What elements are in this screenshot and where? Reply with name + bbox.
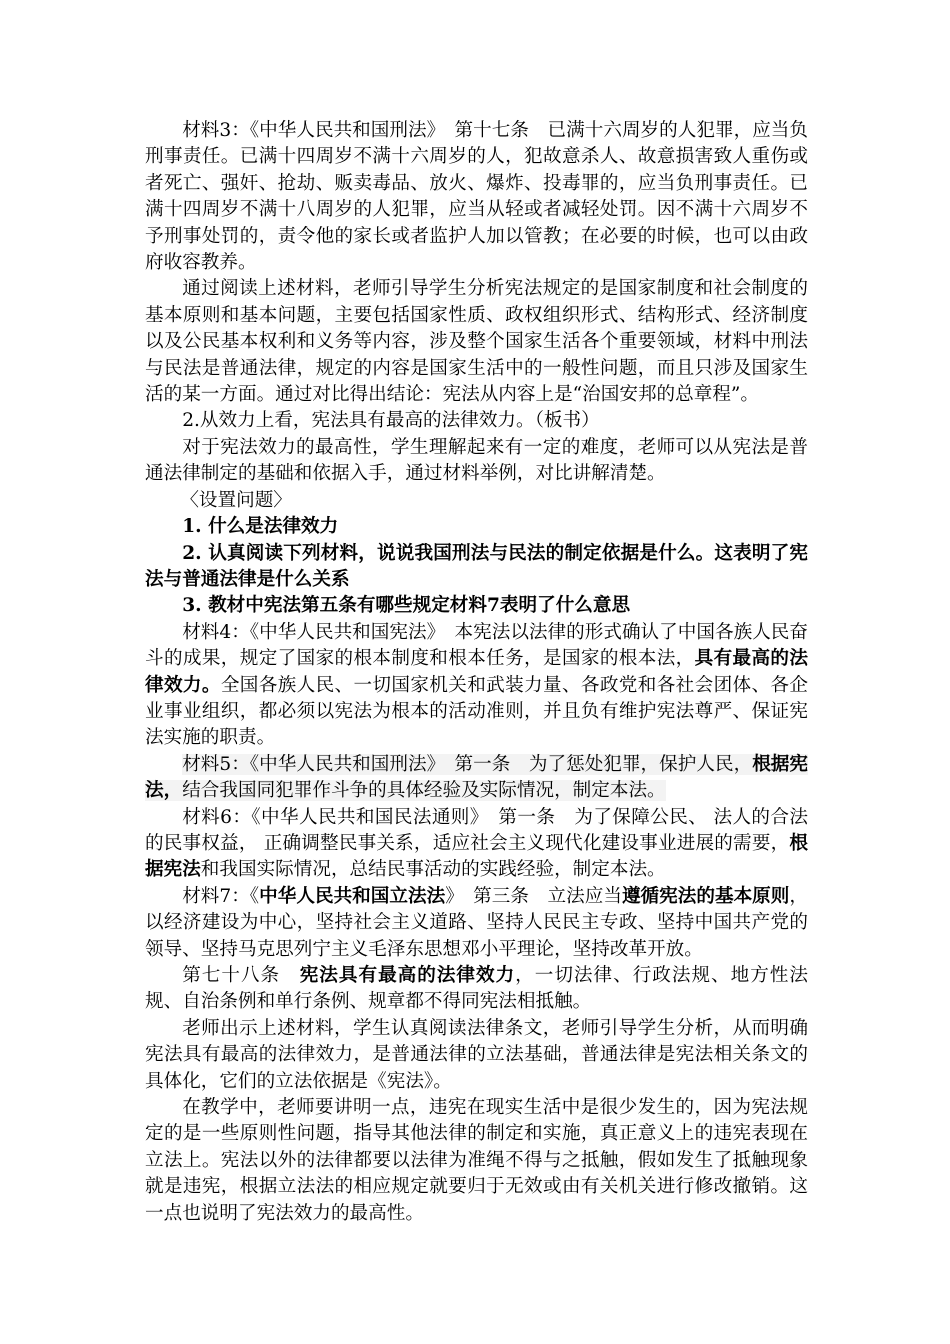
text-segment: 材料3：《中华人民共和国刑法》 第十七条 已满十六周岁的人犯罪，应当负刑事责任。已满十四周岁不满十六周岁的人，犯故意杀人、故意损害致人重伤或者死亡、强奸、抢劫、贩卖毒品、放火、爆炸、投毒罪的，应当负刑事责任。已满十四周岁不满十八周岁的人犯罪，应当从轻或者减轻处罚。因不满十六周岁不予刑事处罚的，责令他的家长或者监护人加以管教；在必要的时候，也可以由政府收容教养。 (145, 120, 808, 274)
text-segment: 》 第三条 立法应当 (445, 885, 622, 907)
text-segment: 第七十八条 (182, 965, 300, 986)
paragraph-material-3 (145, 118, 808, 276)
text-segment: 材料6：《中华人民共和国民法通则》 第一条 为了保障公民、 法人的合法的民事权益， 正确调整民事关系，适应社会主义现代化建设事业进展的需要， (145, 806, 808, 854)
text-segment: 对于宪法效力的最高性，学生理解起来有一定的难度，老师可以从宪法是普通法律制定的基础和依据入手，通过材料举例，对比讲解清楚。 (145, 436, 808, 485)
paragraph-analysis-3 (145, 1095, 808, 1227)
paragraph-explain-2 (145, 435, 808, 488)
paragraph-set-questions (145, 488, 808, 514)
paragraph-question-3 (145, 593, 808, 619)
bold-text-segment: 根据宪法 (145, 832, 808, 881)
text-segment: 全国各族人民、一切国家机关和武装力量、各政党和各社会团体、各企业事业组织，都必须以宪法为根本的活动准则，并且负有维护宪法尊严、保证宪法实施的职责。 (145, 674, 808, 749)
paragraph-question-2 (145, 541, 808, 594)
paragraph-material-7 (145, 884, 808, 963)
bold-text-segment: 宪法具有最高的法律效力 (299, 965, 516, 986)
highlighted-text (145, 754, 808, 801)
paragraph-material-6 (145, 805, 808, 884)
bold-text-segment: 1. 什么是法律效力 (182, 516, 339, 538)
paragraph-analysis-2 (145, 1016, 808, 1095)
paragraph-analysis-1 (145, 276, 808, 408)
bold-text-segment: 中华人民共和国立法法 (259, 885, 446, 907)
text-segment: 在教学中，老师要讲明一点，违宪在现实生活中是很少发生的，因为宪法规定的是一些原则性问题，指导其他法律的制定和实施，真正意义上的违宪表现在立法上。宪法以外的法律都要以法律为准绳不得与之抵触，假如发生了抵触现象就是违宪，根据立法法的相应规定就要归于无效或由有关机关进行修改撤销。这一点也说明了宪法效力的最高性。 (145, 1097, 808, 1224)
bold-text-segment: 2. 认真阅读下列材料，说说我国刑法与民法的制定依据是什么。这表明了宪法与普通法律是什么关系 (145, 542, 808, 590)
text-segment: 材料4：《中华人民共和国宪法》 本宪法以法律的形式确认了中国各族人民奋斗的成果，规定了国家的根本制度和根本任务，是国家的根本法， (145, 621, 808, 670)
text-segment: 2.从效力上看，宪法具有最高的法律效力。（板书） (182, 410, 600, 432)
text-segment: 结合我国同犯罪作斗争的具体经验及实际情况，制定本法。 (182, 780, 666, 802)
paragraph-article-78 (145, 963, 808, 1016)
text-segment: 通过阅读上述材料，老师引导学生分析宪法规定的是国家制度和社会制度的基本原则和基本问题，主要包括国家性质、政权组织形式、结构形式、经济制度以及公民基本权利和义务等内容，涉及整个国家生活各个重要领域，材料中刑法与民法是普通法律，规定的内容是国家生活中的一般性问题，而且只涉及国家生活的某一方面。通过对比得出结论：宪法从内容上是“治国安邦的总章程”。 (145, 278, 808, 406)
paragraph-point-2 (145, 408, 808, 434)
text-segment: 材料7：《 (182, 885, 260, 907)
document-page (145, 118, 808, 1227)
text-segment: ，一切法律、行政法规、地方性法规、自治条例和单行条例、规章都不得同宪法相抵触。 (145, 965, 808, 1013)
bold-text-segment: 遵循宪法的基本原则 (621, 885, 790, 907)
text-segment: 老师出示上述材料，学生认真阅读法律条文，老师引导学生分析，从而明确宪法具有最高的法律效力，是普通法律的立法基础，普通法律是宪法相关条文的具体化，它们的立法依据是《宪法》。 (145, 1017, 808, 1092)
bold-text-segment: 根据宪法， (145, 753, 808, 802)
text-segment: 和我国实际情况，总结民事活动的实践经验，制定本法。 (200, 859, 666, 881)
bold-text-segment: 具有最高的法律效力。 (145, 648, 808, 696)
paragraph-material-5 (145, 752, 808, 805)
paragraph-material-4 (145, 620, 808, 752)
bold-text-segment: 3. 教材中宪法第五条有哪些规定材料7表明了什么意思 (182, 595, 631, 617)
text-segment: 材料5：《中华人民共和国刑法》 第一条 为了惩处犯罪，保护人民， (182, 753, 753, 775)
text-segment: ，以经济建设为中心，坚持社会主义道路、坚持人民民主专政、坚持中国共产党的领导、坚持马克思列宁主义毛泽东思想邓小平理论，坚持改革开放。 (145, 885, 808, 960)
text-segment: 〈设置问题〉 (180, 489, 292, 511)
paragraph-question-1 (145, 514, 808, 540)
